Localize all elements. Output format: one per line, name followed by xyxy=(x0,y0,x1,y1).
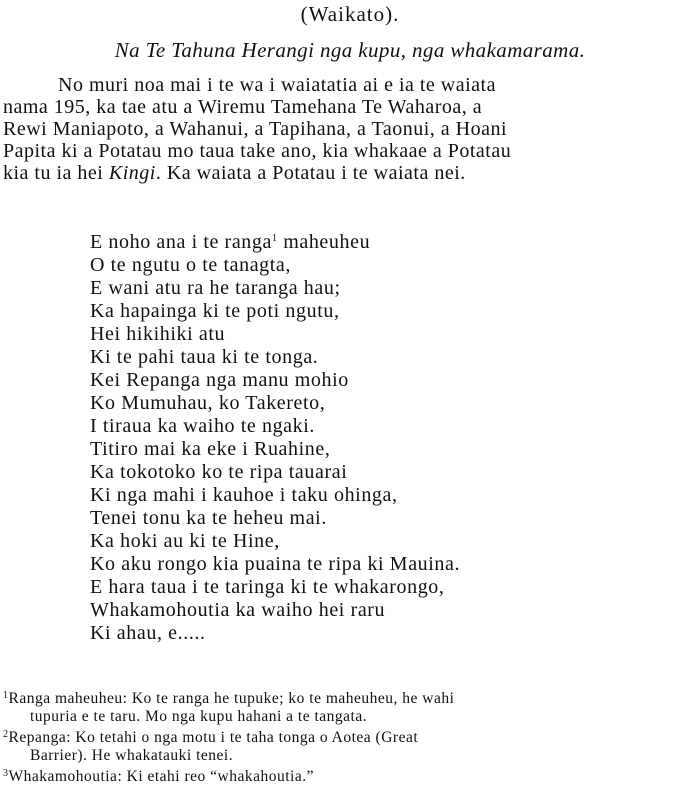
page-title: (Waikato). xyxy=(300,2,400,26)
poem-line: O te ngutu o te tanagta, xyxy=(90,254,292,276)
poem-line: Ko aku rongo kia puaina te ripa ki Mauina. xyxy=(90,553,461,575)
intro-text: . Ka waiata a Potatau i te waiata nei. xyxy=(155,162,466,184)
footnote-continuation: tupuria e te taru. Mo nga kupu hahani a te tangata. xyxy=(30,708,368,725)
poem-line: Hei hikihiki atu xyxy=(90,323,226,345)
footnote xyxy=(3,729,697,765)
poem-line: Kei Repanga nga manu mohio xyxy=(90,369,349,391)
footnote-number: 1 xyxy=(3,690,9,701)
poem-line-text: E noho ana i te ranga xyxy=(90,231,272,253)
poem-line: I tiraua ka waiho te ngaki. xyxy=(90,415,316,437)
kingi-word: Kingi xyxy=(108,162,156,184)
footnote-ref: 1 xyxy=(271,233,278,244)
poem-line: Ka hoki au ki te Hine, xyxy=(90,530,280,552)
poem-line: Ka hapainga ki te poti ngutu, xyxy=(90,300,340,322)
poem xyxy=(90,231,460,645)
footnote-text: Whakamohoutia: Ki etahi reo “whakahoutia.” xyxy=(8,768,314,785)
intro-line xyxy=(3,162,697,184)
intro-line: Papita ki a Potatau mo taua take ano, kia whakaae a Potatau xyxy=(3,140,512,162)
intro-line: nama 195, ka tae atu a Wiremu Tamehana Te Waharoa, a xyxy=(3,96,483,118)
footnote-text: Ranga maheuheu: Ko te ranga he tupuke; ko te maheuheu, he wahi xyxy=(8,690,455,707)
footnote xyxy=(3,690,697,726)
poem-line: Titiro mai ka eke i Ruahine, xyxy=(90,438,331,460)
poem-line: Whakamohoutia ka waiho hei raru xyxy=(90,599,386,621)
footnote-text: Repanga: Ko tetahi o nga motu i te taha tonga o Aotea (Great xyxy=(8,729,419,746)
intro-line: No muri noa mai i te wa i waiatatia ai e ia te waiata xyxy=(58,74,496,96)
attribution-subtitle: Na Te Tahuna Herangi nga kupu, nga whakamarama. xyxy=(114,38,586,62)
poem-line xyxy=(90,231,460,254)
footnote xyxy=(3,768,697,786)
poem-line: Ki nga mahi i kauhoe i taku ohinga, xyxy=(90,484,398,506)
footnote-number: 2 xyxy=(3,729,9,740)
poem-line: E wani atu ra he taranga hau; xyxy=(90,277,341,299)
poem-line: Ki te pahi taua ki te tonga. xyxy=(90,346,319,368)
intro-line: Rewi Maniapoto, a Wahanui, a Tapihana, a Taonui, a Hoani xyxy=(3,118,508,140)
poem-line: Ka tokotoko ko te ripa tauarai xyxy=(90,461,348,483)
poem-line: E hara taua i te taringa ki te whakarongo, xyxy=(90,576,445,598)
footnote-number: 3 xyxy=(3,768,9,779)
poem-line: Ko Mumuhau, ko Takereto, xyxy=(90,392,326,414)
poem-line: Tenei tonu ka te heheu mai. xyxy=(90,507,327,529)
footnotes xyxy=(3,690,697,789)
intro-text: kia tu ia hei xyxy=(3,162,109,184)
footnote-continuation: Barrier). He whakatauki tenei. xyxy=(30,747,234,764)
poem-line-text: maheuheu xyxy=(277,231,371,253)
poem-line: Ki ahau, e..... xyxy=(90,622,206,644)
intro-paragraph xyxy=(3,74,697,184)
